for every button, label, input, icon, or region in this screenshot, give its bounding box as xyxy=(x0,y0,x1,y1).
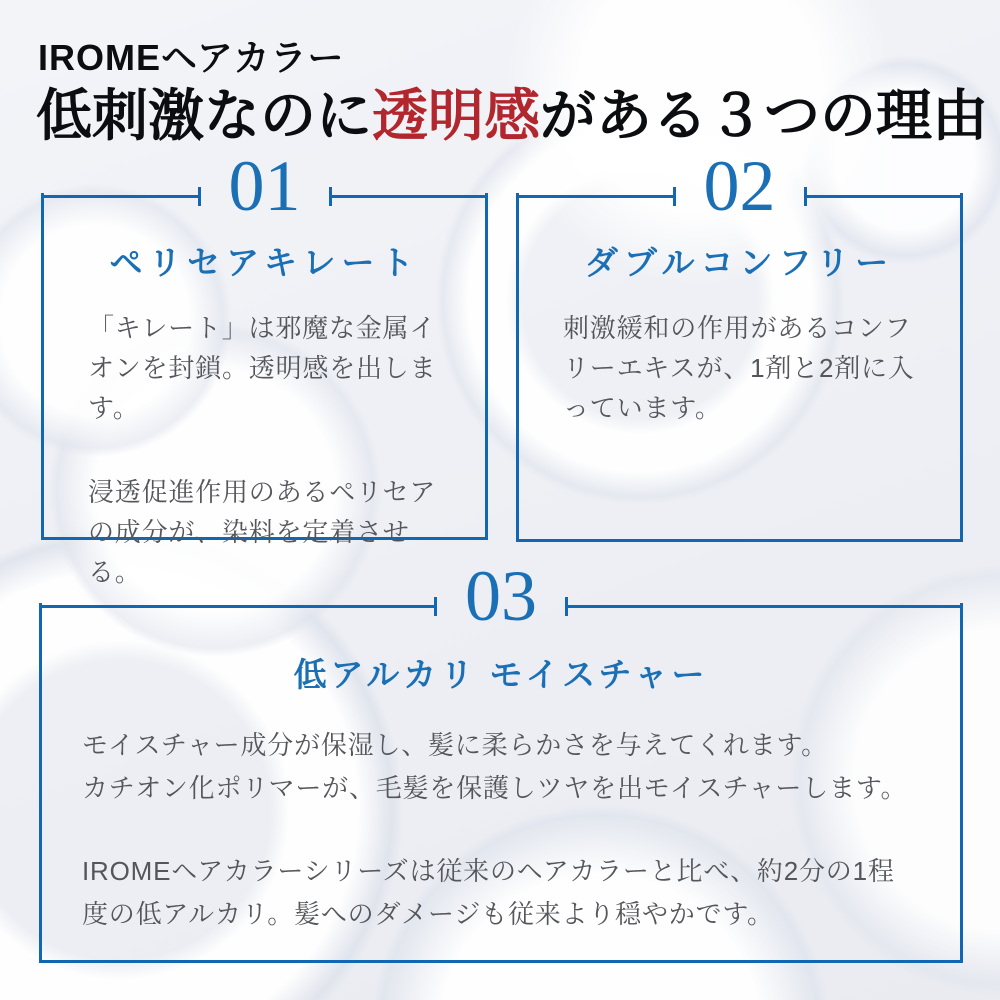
card-01-paragraph-1: 「キレート」は邪魔な金属イオンを封鎖。透明感を出します。 xyxy=(88,313,437,423)
page-title xyxy=(36,85,988,149)
brand-label: IROMEヘアカラー xyxy=(38,37,345,78)
rule-left-icon xyxy=(41,195,201,198)
title-prefix: 低刺激なのに xyxy=(36,86,372,148)
reason-card-03 xyxy=(39,556,963,963)
card-01-paragraph-2: 浸透促進作用のあるペリセアの成分が、染料を定着させる。 xyxy=(88,477,437,587)
card-02-number-row xyxy=(516,146,963,227)
rule-right-icon xyxy=(565,605,963,608)
title-suffix: がある３つの理由 xyxy=(540,86,988,148)
rule-left-icon xyxy=(39,605,437,608)
card-01-number-row xyxy=(41,146,488,227)
card-03-paragraph-1-line-2: カチオン化ポリマーが、毛髪を保護しツヤを出モイスチャーします。 xyxy=(82,773,908,803)
header xyxy=(38,30,988,149)
reason-card-01 xyxy=(41,146,488,587)
card-03-heading: 低アルカリ モイスチャー xyxy=(293,658,709,694)
card-01-number: 01 xyxy=(228,146,301,226)
card-03-paragraph-2: IROMEヘアカラーシリーズは従来のヘアカラーと比べ、約2分の1程度の低アルカリ。髪へのダメージも従来より穏やかです。 xyxy=(82,856,895,929)
card-02-paragraph-1: 刺激緩和の作用があるコンフリーエキスが、1剤と2剤に入っています。 xyxy=(563,313,915,423)
card-01-heading: ペリセアキレート xyxy=(109,246,420,282)
rule-right-icon xyxy=(329,195,489,198)
rule-right-icon xyxy=(804,195,964,198)
rule-left-icon xyxy=(516,195,676,198)
card-02-number: 02 xyxy=(703,146,776,226)
reason-card-02 xyxy=(516,146,963,542)
title-highlight: 透明感 xyxy=(372,86,540,148)
card-03-number: 03 xyxy=(465,556,537,636)
card-03-paragraph-1-line-1: モイスチャー成分が保湿し、髪に柔らかさを与えてくれます。 xyxy=(82,730,828,760)
card-02-heading: ダブルコンフリー xyxy=(584,246,895,282)
card-03-number-row xyxy=(39,556,963,637)
